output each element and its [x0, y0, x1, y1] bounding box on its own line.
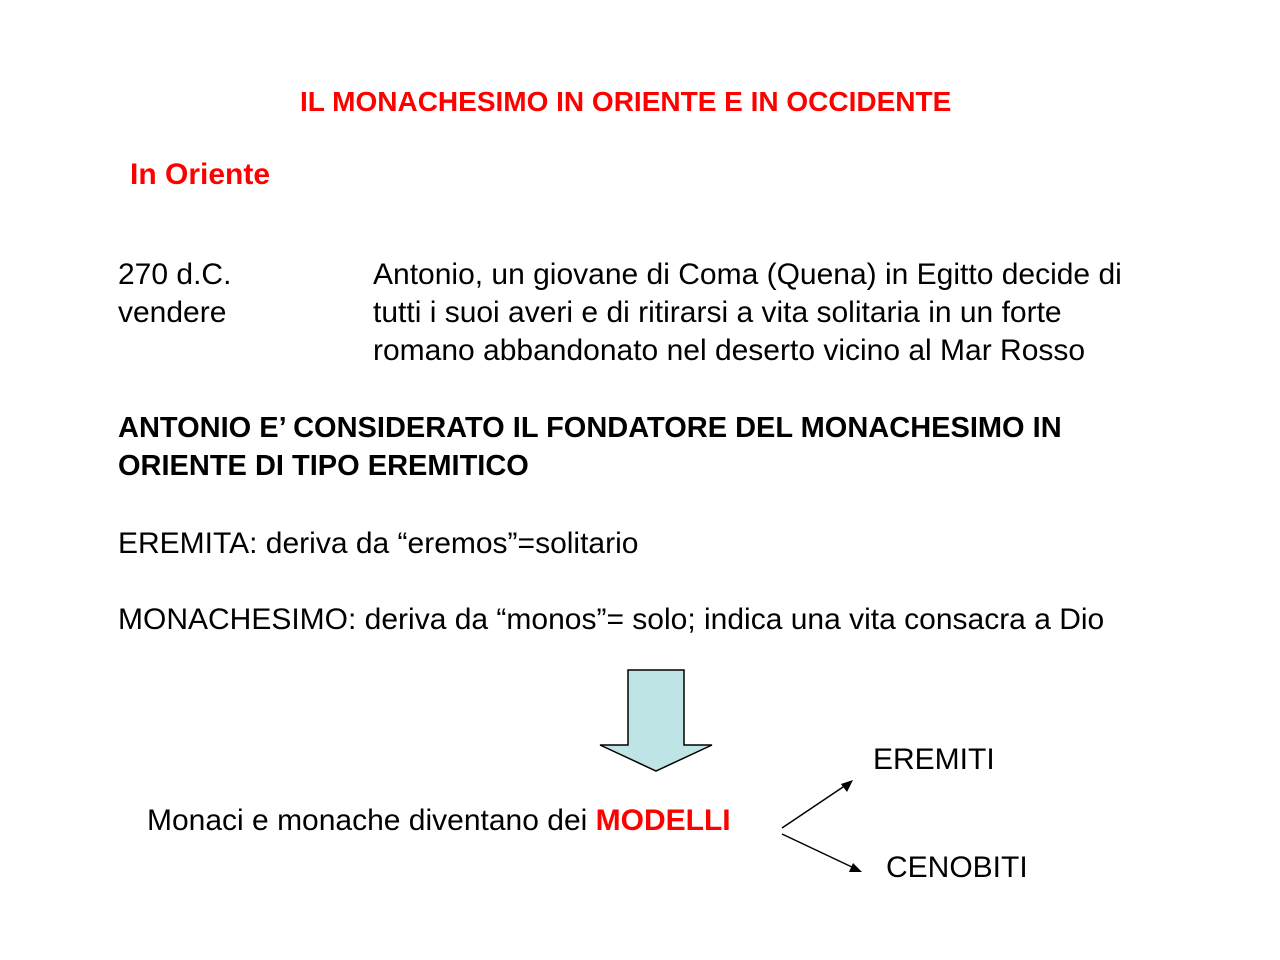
branch-arrow-lower	[782, 834, 862, 872]
statement-line-1: ANTONIO E’ CONSIDERATO IL FONDATORE DEL MONACHESIMO IN	[118, 412, 1062, 444]
timeline-text-line-1: Antonio, un giovane di Coma (Quena) in Egitto decide di	[373, 258, 1122, 291]
section-subtitle: In Oriente	[130, 158, 271, 191]
branch-arrow-upper	[782, 780, 853, 828]
statement-line-2: ORIENTE DI TIPO EREMITICO	[118, 450, 529, 482]
branch-cenobiti: CENOBITI	[886, 851, 1028, 884]
conclusion-highlight: MODELLI	[595, 804, 731, 837]
definition-eremita: EREMITA: deriva da “eremos”=solitario	[118, 527, 639, 560]
timeline-date: 270 d.C.	[118, 258, 232, 291]
definition-monachesimo: MONACHESIMO: deriva da “monos”= solo; indica una vita consacra a Dio	[118, 603, 1105, 636]
timeline-text-line-3: romano abbandonato nel deserto vicino al Mar Rosso	[373, 334, 1086, 367]
conclusion-text	[147, 802, 731, 840]
conclusion-prefix: Monaci e monache diventano dei	[147, 804, 596, 837]
timeline-text-line-2: tutti i suoi averi e di ritirarsi a vita solitaria in un forte	[373, 296, 1062, 329]
timeline-left-word: vendere	[118, 296, 227, 329]
branch-eremiti: EREMITI	[873, 743, 995, 776]
page-title: IL MONACHESIMO IN ORIENTE E IN OCCIDENTE	[300, 86, 952, 117]
down-arrow-icon	[600, 670, 712, 771]
